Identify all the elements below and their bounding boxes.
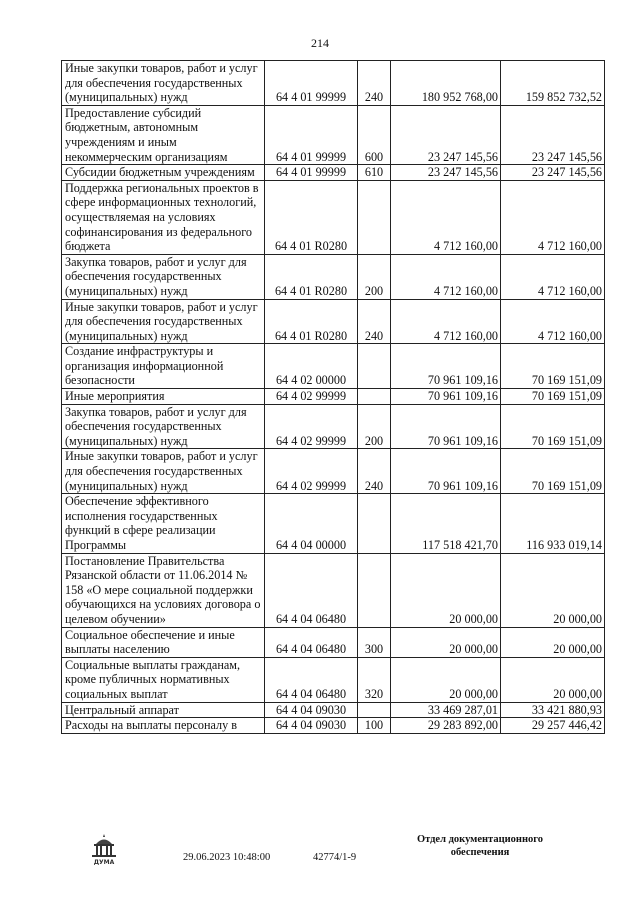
row-code: 64 4 04 06480 bbox=[265, 553, 358, 627]
row-name: Предоставление субсидий бюджетным, автономным учреждениям и иным некоммерческим организациям bbox=[62, 105, 265, 164]
row-expense-type bbox=[358, 180, 391, 254]
row-expense-type bbox=[358, 702, 391, 718]
table-row bbox=[62, 299, 605, 344]
row-name: Социальное обеспечение и иные выплаты населению bbox=[62, 627, 265, 657]
row-code: 64 4 01 99999 bbox=[265, 61, 358, 106]
row-code: 64 4 04 06480 bbox=[265, 657, 358, 702]
row-sum-2023: 4 712 160,00 bbox=[391, 254, 501, 299]
row-code: 64 4 04 06480 bbox=[265, 627, 358, 657]
logo-text: ДУМА bbox=[93, 859, 115, 866]
table-row bbox=[62, 389, 605, 405]
table-row bbox=[62, 165, 605, 181]
budget-table bbox=[61, 60, 605, 734]
row-code: 64 4 01 R0280 bbox=[265, 180, 358, 254]
row-sum-2023: 117 518 421,70 bbox=[391, 494, 501, 553]
row-sum-executed: 70 169 151,09 bbox=[501, 344, 605, 389]
row-sum-2023: 23 247 145,56 bbox=[391, 165, 501, 181]
row-code: 64 4 02 00000 bbox=[265, 344, 358, 389]
row-name: Поддержка региональных проектов в сфере информационных технологий, осуществляемая на условиях софинансирования из федерального бюджета bbox=[62, 180, 265, 254]
table-row bbox=[62, 657, 605, 702]
row-name: Иные закупки товаров, работ и услуг для обеспечения государственных (муниципальных) нужд bbox=[62, 61, 265, 106]
row-sum-executed: 33 421 880,93 bbox=[501, 702, 605, 718]
table-row bbox=[62, 61, 605, 106]
row-code: 64 4 02 99999 bbox=[265, 449, 358, 494]
table-row bbox=[62, 553, 605, 627]
footer-department: Отдел документационного обеспечения bbox=[416, 834, 544, 858]
row-name: Закупка товаров, работ и услуг для обеспечения государственных (муниципальных) нужд bbox=[62, 404, 265, 449]
row-sum-executed: 20 000,00 bbox=[501, 553, 605, 627]
row-sum-executed: 20 000,00 bbox=[501, 627, 605, 657]
row-name: Субсидии бюджетным учреждениям bbox=[62, 165, 265, 181]
table-row bbox=[62, 404, 605, 449]
row-sum-executed: 159 852 732,52 bbox=[501, 61, 605, 106]
row-sum-executed: 23 247 145,56 bbox=[501, 105, 605, 164]
row-sum-executed: 70 169 151,09 bbox=[501, 389, 605, 405]
row-sum-executed: 4 712 160,00 bbox=[501, 254, 605, 299]
row-sum-executed: 4 712 160,00 bbox=[501, 180, 605, 254]
row-sum-2023: 4 712 160,00 bbox=[391, 180, 501, 254]
row-sum-2023: 20 000,00 bbox=[391, 553, 501, 627]
row-name: Закупка товаров, работ и услуг для обеспечения государственных (муниципальных) нужд bbox=[62, 254, 265, 299]
row-expense-type: 320 bbox=[358, 657, 391, 702]
row-expense-type: 240 bbox=[358, 449, 391, 494]
row-sum-executed: 23 247 145,56 bbox=[501, 165, 605, 181]
row-sum-2023: 70 961 109,16 bbox=[391, 344, 501, 389]
row-expense-type bbox=[358, 389, 391, 405]
row-expense-type: 200 bbox=[358, 404, 391, 449]
row-sum-2023: 29 283 892,00 bbox=[391, 718, 501, 734]
row-expense-type: 100 bbox=[358, 718, 391, 734]
row-expense-type bbox=[358, 344, 391, 389]
row-expense-type: 240 bbox=[358, 61, 391, 106]
row-sum-2023: 70 961 109,16 bbox=[391, 389, 501, 405]
row-code: 64 4 04 09030 bbox=[265, 718, 358, 734]
duma-logo-icon bbox=[88, 832, 120, 868]
row-sum-executed: 70 169 151,09 bbox=[501, 404, 605, 449]
row-expense-type: 600 bbox=[358, 105, 391, 164]
footer-doc-id: 42774/1-9 bbox=[313, 852, 357, 863]
table-row bbox=[62, 344, 605, 389]
row-sum-2023: 70 961 109,16 bbox=[391, 404, 501, 449]
table-row bbox=[62, 180, 605, 254]
row-name: Расходы на выплаты персоналу в bbox=[62, 718, 265, 734]
table-row bbox=[62, 105, 605, 164]
row-name: Иные закупки товаров, работ и услуг для обеспечения государственных (муниципальных) нужд bbox=[62, 449, 265, 494]
row-code: 64 4 02 99999 bbox=[265, 389, 358, 405]
row-sum-2023: 20 000,00 bbox=[391, 627, 501, 657]
row-name: Постановление Правительства Рязанской области от 11.06.2014 № 158 «О мере социальной поддержки обучающихся на условиях договора о целевом обучении» bbox=[62, 553, 265, 627]
table-row bbox=[62, 449, 605, 494]
footer-datetime: 29.06.2023 10:48:00 bbox=[183, 852, 271, 863]
page-number: 214 bbox=[311, 36, 329, 50]
table-row bbox=[62, 702, 605, 718]
row-sum-2023: 33 469 287,01 bbox=[391, 702, 501, 718]
row-sum-executed: 4 712 160,00 bbox=[501, 299, 605, 344]
table-row bbox=[62, 494, 605, 553]
row-code: 64 4 01 R0280 bbox=[265, 254, 358, 299]
row-name: Иные закупки товаров, работ и услуг для обеспечения государственных (муниципальных) нужд bbox=[62, 299, 265, 344]
row-expense-type: 300 bbox=[358, 627, 391, 657]
row-sum-2023: 20 000,00 bbox=[391, 657, 501, 702]
row-sum-2023: 70 961 109,16 bbox=[391, 449, 501, 494]
row-code: 64 4 04 00000 bbox=[265, 494, 358, 553]
row-name: Социальные выплаты гражданам, кроме публичных нормативных социальных выплат bbox=[62, 657, 265, 702]
table-row bbox=[62, 718, 605, 734]
row-sum-executed: 29 257 446,42 bbox=[501, 718, 605, 734]
row-code: 64 4 02 99999 bbox=[265, 404, 358, 449]
row-sum-2023: 23 247 145,56 bbox=[391, 105, 501, 164]
row-name: Создание инфраструктуры и организация информационной безопасности bbox=[62, 344, 265, 389]
row-name: Иные мероприятия bbox=[62, 389, 265, 405]
row-sum-executed: 20 000,00 bbox=[501, 657, 605, 702]
row-expense-type: 240 bbox=[358, 299, 391, 344]
row-expense-type bbox=[358, 553, 391, 627]
row-expense-type bbox=[358, 494, 391, 553]
row-sum-2023: 4 712 160,00 bbox=[391, 299, 501, 344]
table-row bbox=[62, 627, 605, 657]
row-name: Центральный аппарат bbox=[62, 702, 265, 718]
row-code: 64 4 01 R0280 bbox=[265, 299, 358, 344]
row-expense-type: 610 bbox=[358, 165, 391, 181]
table-row bbox=[62, 254, 605, 299]
row-code: 64 4 04 09030 bbox=[265, 702, 358, 718]
row-code: 64 4 01 99999 bbox=[265, 165, 358, 181]
row-sum-executed: 116 933 019,14 bbox=[501, 494, 605, 553]
row-code: 64 4 01 99999 bbox=[265, 105, 358, 164]
row-sum-executed: 70 169 151,09 bbox=[501, 449, 605, 494]
row-expense-type: 200 bbox=[358, 254, 391, 299]
row-name: Обеспечение эффективного исполнения государственных функций в сфере реализации Программы bbox=[62, 494, 265, 553]
row-sum-2023: 180 952 768,00 bbox=[391, 61, 501, 106]
